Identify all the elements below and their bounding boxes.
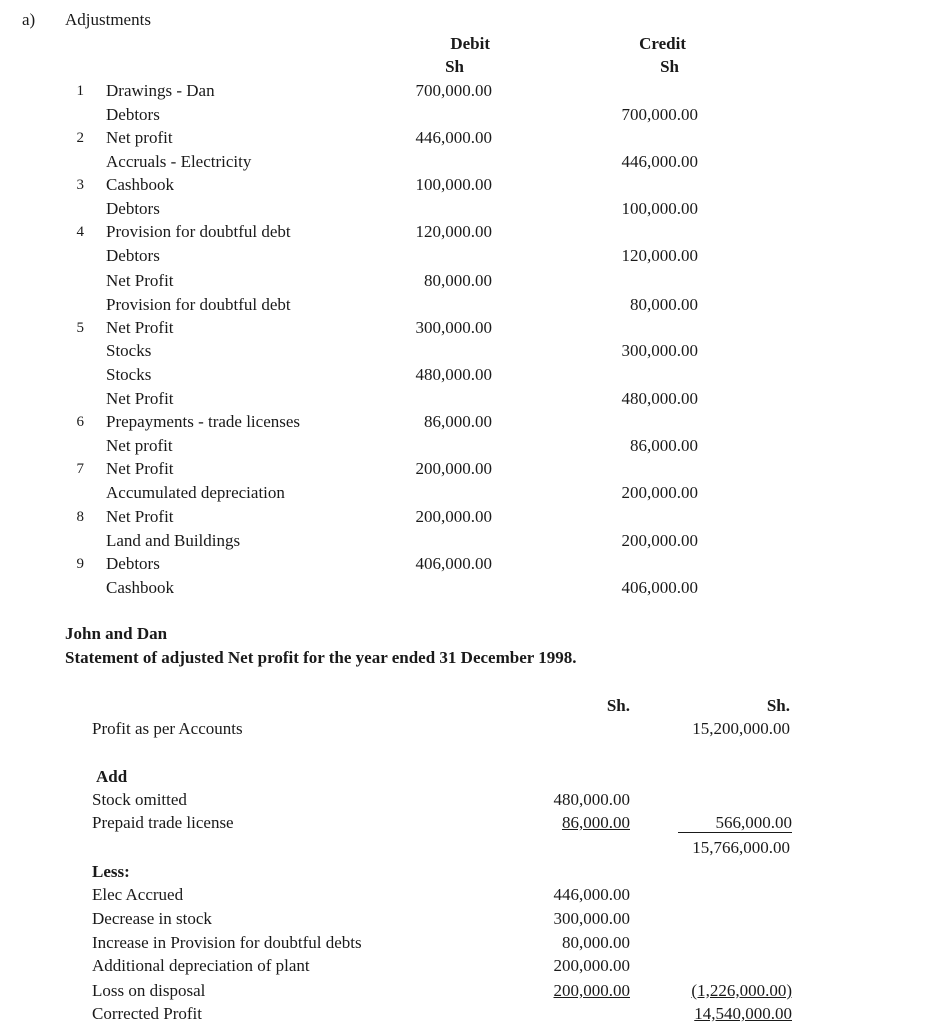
entry-number: 5 bbox=[76, 320, 84, 336]
entry-account: Net Profit bbox=[106, 507, 174, 526]
entry-account: Stocks bbox=[106, 341, 152, 360]
less-item-value: 300,000.00 bbox=[553, 909, 630, 928]
company-name: John and Dan bbox=[65, 624, 168, 643]
entry-account: Net Profit bbox=[106, 271, 174, 290]
entry-debit: 86,000.00 bbox=[424, 412, 492, 431]
entry-account: Drawings - Dan bbox=[106, 81, 215, 100]
section-title: Adjustments bbox=[65, 10, 151, 29]
entry-debit: 446,000.00 bbox=[415, 128, 492, 147]
entry-credit: 86,000.00 bbox=[630, 436, 698, 455]
less-item-value: 446,000.00 bbox=[553, 885, 630, 904]
less-item-label: Decrease in stock bbox=[92, 909, 212, 928]
less-item-value: 200,000.00 bbox=[553, 981, 630, 1000]
statement-title: Statement of adjusted Net profit for the year ended 31 December 1998. bbox=[65, 648, 577, 667]
entry-number: 3 bbox=[76, 177, 84, 193]
entry-number: 7 bbox=[76, 461, 84, 477]
add-item-value: 86,000.00 bbox=[562, 813, 630, 832]
entry-debit: 80,000.00 bbox=[424, 271, 492, 290]
entry-account: Accruals - Electricity bbox=[106, 152, 252, 171]
profit-value: 15,200,000.00 bbox=[692, 719, 790, 738]
add-item-value: 480,000.00 bbox=[553, 790, 630, 809]
entry-account: Net Profit bbox=[106, 318, 174, 337]
entry-debit: 406,000.00 bbox=[415, 554, 492, 573]
entry-credit: 480,000.00 bbox=[621, 389, 698, 408]
corrected-profit-label: Corrected Profit bbox=[92, 1004, 202, 1023]
entry-debit: 300,000.00 bbox=[415, 318, 492, 337]
entry-debit: 120,000.00 bbox=[415, 222, 492, 241]
less-item-label: Additional depreciation of plant bbox=[92, 956, 310, 975]
entry-account: Net profit bbox=[106, 128, 173, 147]
less-label: Less: bbox=[92, 862, 130, 881]
entry-account: Cashbook bbox=[106, 578, 174, 597]
entry-account: Accumulated depreciation bbox=[106, 483, 285, 502]
entry-credit: 300,000.00 bbox=[621, 341, 698, 360]
entry-debit: 700,000.00 bbox=[415, 81, 492, 100]
credit-header: Credit bbox=[639, 34, 686, 53]
add-total: 566,000.00 bbox=[715, 813, 792, 832]
entry-debit: 100,000.00 bbox=[415, 175, 492, 194]
entry-credit: 100,000.00 bbox=[621, 199, 698, 218]
entry-account: Debtors bbox=[106, 199, 160, 218]
entry-account: Debtors bbox=[106, 554, 160, 573]
entry-account: Debtors bbox=[106, 246, 160, 265]
section-label: a) bbox=[22, 10, 36, 29]
entry-number: 1 bbox=[76, 83, 84, 99]
credit-unit: Sh bbox=[660, 57, 679, 76]
entry-credit: 446,000.00 bbox=[621, 152, 698, 171]
less-item-value: 200,000.00 bbox=[553, 956, 630, 975]
col1-header: Sh. bbox=[606, 696, 630, 715]
corrected-profit-value: 14,540,000.00 bbox=[694, 1004, 792, 1023]
entry-number: 8 bbox=[76, 509, 84, 525]
entry-credit: 200,000.00 bbox=[621, 483, 698, 502]
less-item-value: 80,000.00 bbox=[562, 933, 630, 952]
entry-number: 6 bbox=[76, 414, 84, 430]
entry-account: Prepayments - trade licenses bbox=[106, 412, 301, 431]
col2-header: Sh. bbox=[766, 696, 790, 715]
entry-account: Stocks bbox=[106, 365, 152, 384]
less-total: (1,226,000.00) bbox=[691, 981, 792, 1000]
add-item-label: Stock omitted bbox=[92, 790, 187, 809]
entry-number: 9 bbox=[76, 556, 84, 572]
entry-number: 4 bbox=[76, 224, 84, 240]
entry-account: Land and Buildings bbox=[106, 531, 241, 550]
entry-debit: 200,000.00 bbox=[415, 459, 492, 478]
entry-account: Provision for doubtful debt bbox=[106, 222, 291, 241]
entry-debit: 480,000.00 bbox=[415, 365, 492, 384]
entry-account: Net profit bbox=[106, 436, 173, 455]
entry-credit: 80,000.00 bbox=[630, 295, 698, 314]
less-item-label: Loss on disposal bbox=[92, 981, 206, 1000]
add-item-label: Prepaid trade license bbox=[92, 813, 234, 832]
entry-account: Provision for doubtful debt bbox=[106, 295, 291, 314]
entry-credit: 406,000.00 bbox=[621, 578, 698, 597]
entry-account: Net Profit bbox=[106, 459, 174, 478]
entry-account: Cashbook bbox=[106, 175, 174, 194]
entry-debit: 200,000.00 bbox=[415, 507, 492, 526]
debit-unit: Sh bbox=[445, 57, 464, 76]
add-label: Add bbox=[96, 767, 128, 786]
debit-header: Debit bbox=[450, 34, 490, 53]
entry-credit: 700,000.00 bbox=[621, 105, 698, 124]
entry-account: Net Profit bbox=[106, 389, 174, 408]
entry-account: Debtors bbox=[106, 105, 160, 124]
subtotal-value: 15,766,000.00 bbox=[692, 838, 790, 857]
less-item-label: Elec Accrued bbox=[92, 885, 184, 904]
entry-credit: 200,000.00 bbox=[621, 531, 698, 550]
entry-number: 2 bbox=[76, 130, 84, 146]
entry-credit: 120,000.00 bbox=[621, 246, 698, 265]
profit-label: Profit as per Accounts bbox=[92, 719, 243, 738]
less-item-label: Increase in Provision for doubtful debts bbox=[92, 933, 362, 952]
